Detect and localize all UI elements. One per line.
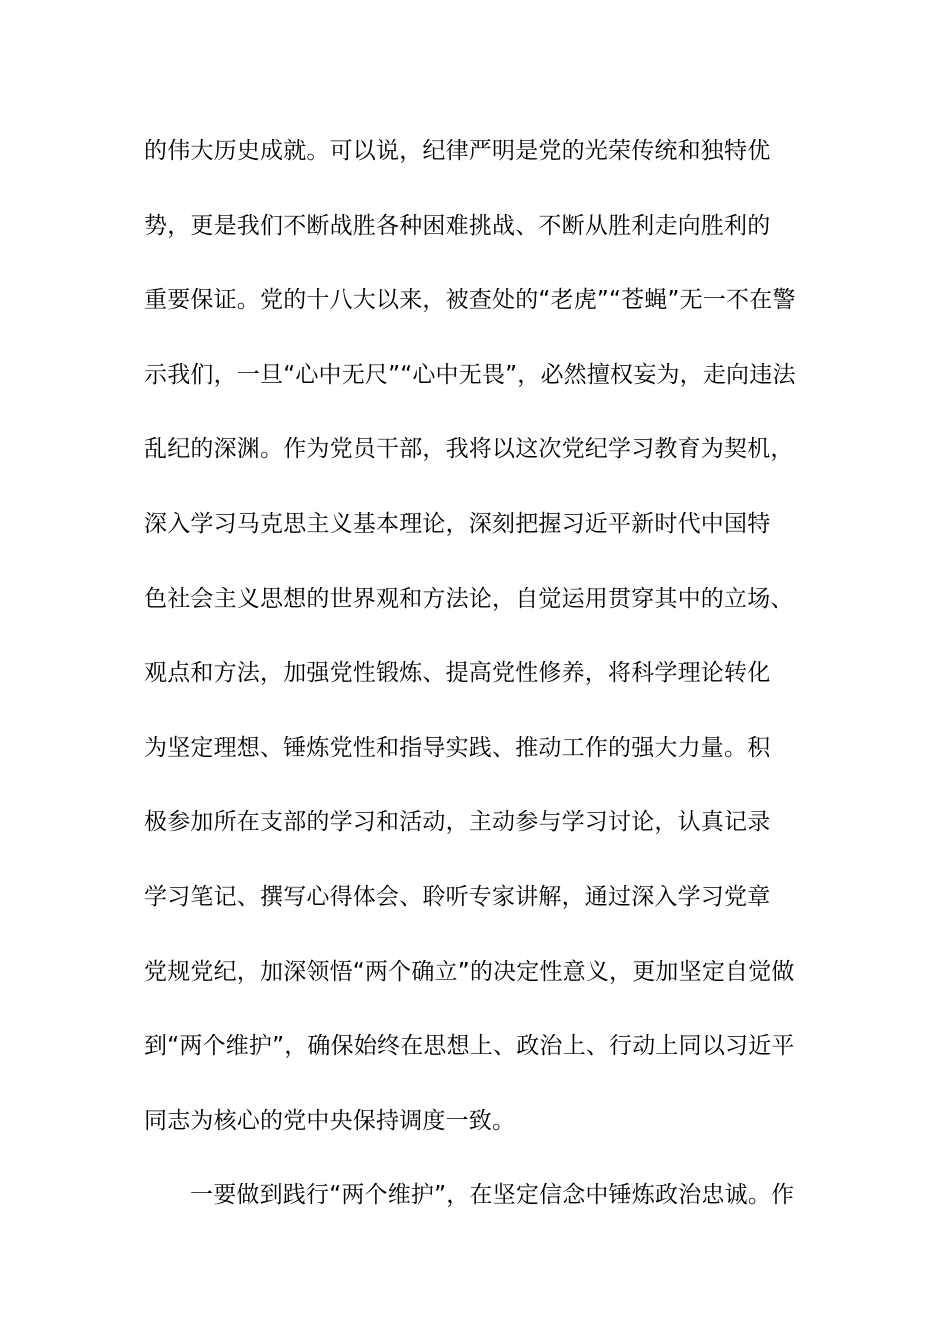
text-line: 势，更是我们不断战胜各种困难挑战、不断从胜利走向胜利的 xyxy=(144,212,771,239)
text-line: 乱纪的深渊。作为党员干部，我将以这次党纪学习教育为契机， xyxy=(144,436,794,463)
text-line: 为坚定理想、锤炼党性和指导实践、推动工作的强大力量。积 xyxy=(144,734,771,761)
text-line: 观点和方法，加强党性锻炼、提高党性修养，将科学理论转化 xyxy=(144,660,771,687)
text-line: 极参加所在支部的学习和活动，主动参与学习讨论，认真记录 xyxy=(144,809,771,836)
text-line: 重要保证。党的十八大以来，被查处的“老虎”“苍蝇”无一不在警 xyxy=(144,287,796,314)
text-line: 到“两个维护”，确保始终在思想上、政治上、行动上同以习近平 xyxy=(144,1033,795,1060)
text-line: 同志为核心的党中央保持调度一致。 xyxy=(144,1107,516,1134)
body-text xyxy=(144,131,844,1250)
text-line: 党规党纪，加深领悟“两个确立”的决定性意义，更加坚定自觉做 xyxy=(144,958,795,985)
text-line: 深入学习马克思主义基本理论，深刻把握习近平新时代中国特 xyxy=(144,510,771,537)
text-line: 学习笔记、撰写心得体会、聆听专家讲解，通过深入学习党章 xyxy=(144,883,771,910)
text-line: 色社会主义思想的世界观和方法论，自觉运用贯穿其中的立场、 xyxy=(144,585,794,612)
text-line: 示我们，一旦“心中无尺”“心中无畏”，必然擅权妄为，走向违法 xyxy=(144,361,796,388)
paragraph-start-line: 一要做到践行“两个维护”，在坚定信念中锤炼政治忠诚。作 xyxy=(190,1182,795,1209)
text-line: 的伟大历史成就。可以说，纪律严明是党的光荣传统和独特优 xyxy=(144,138,771,164)
